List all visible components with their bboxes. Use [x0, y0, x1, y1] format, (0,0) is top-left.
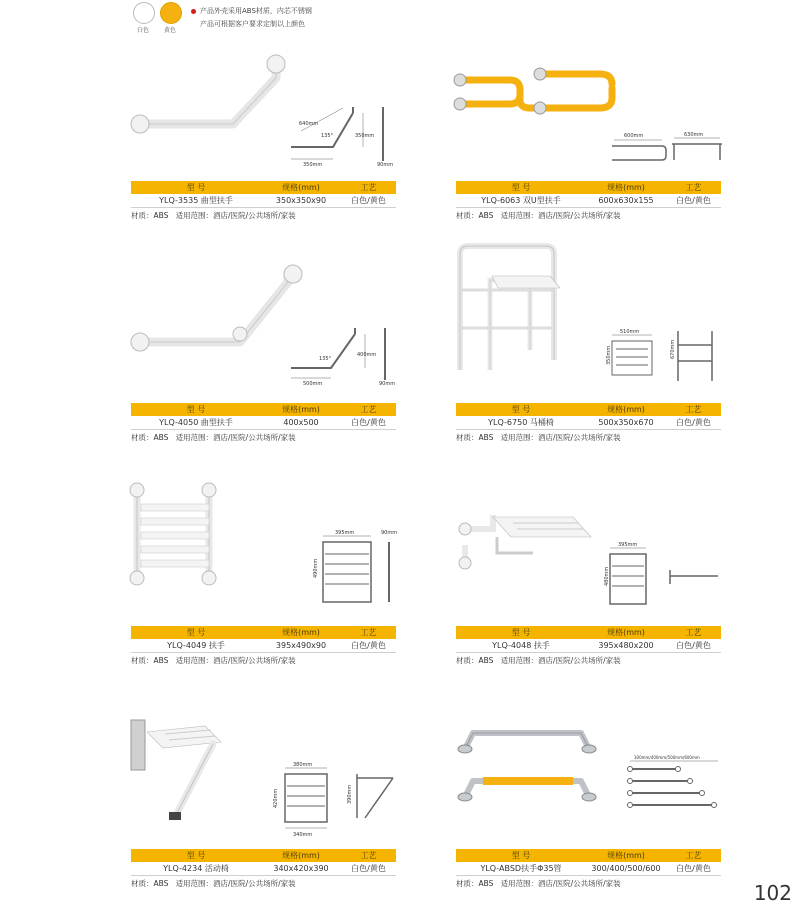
drawing-ylq-4234 — [265, 758, 405, 840]
dim-420: 420mm — [273, 788, 279, 808]
material-ylq-4050: 材质：ABS 适用范围：酒店/医院/公共场所/家装 — [131, 433, 296, 442]
spec-table-ylq-4050: 型 号 规格(mm) 工艺 YLQ-4050 曲型扶手 400x500 白色/黄色 — [131, 403, 396, 430]
dim-390: 390mm — [347, 784, 353, 804]
yellow-color-label: 黄色 — [164, 27, 177, 34]
spec-table-ylq-6063: 型 号 规格(mm) 工艺 YLQ-6063 双U型扶手 600x630x155 白色/黄色 — [456, 181, 721, 208]
spec-table-ylq-absd: 型 号 规格(mm) 工艺 YLQ-ABSD扶手Φ35管 300/400/500/600 白色/黄色 — [456, 849, 721, 876]
drawing-ylq-4049 — [305, 528, 405, 608]
spec-table-ylq-4234: 型 号 规格(mm) 工艺 YLQ-4234 活动椅 340x420x390 白色/黄色 — [131, 849, 396, 876]
spec: 600x630x155 — [598, 196, 654, 205]
page-number: 102 — [753, 881, 792, 905]
craft: 白色/黄色 — [676, 864, 711, 873]
white-color-label: 白色 — [137, 27, 150, 34]
material-ylq-absd: 材质：ABS 适用范围：酒店/医院/公共场所/家装 — [456, 879, 621, 888]
dim-400: 400mm — [357, 352, 377, 358]
dim-490: 490mm — [313, 558, 319, 578]
drawing-ylq-6750 — [600, 325, 725, 385]
material-ylq-3535: 材质：ABS 适用范围：酒店/医院/公共场所/家装 — [131, 211, 296, 220]
spec: 300/400/500/600 — [591, 864, 661, 873]
dim-350-h: 350mm — [303, 162, 323, 168]
model: YLQ-4049 扶手 — [167, 641, 225, 650]
material-ylq-6750: 材质：ABS 适用范围：酒店/医院/公共场所/家装 — [456, 433, 621, 442]
craft: 白色/黄色 — [351, 196, 386, 205]
dim-600: 600mm — [624, 133, 644, 139]
dim-395: 395mm — [618, 542, 638, 548]
spec-table-ylq-6750: 型 号 规格(mm) 工艺 YLQ-6750 马桶椅 500x350x670 白色/黄色 — [456, 403, 721, 430]
white-color-swatch — [133, 2, 155, 24]
dim-630: 630mm — [684, 132, 704, 138]
dim-380: 380mm — [293, 762, 313, 768]
dim-90: 90mm — [377, 162, 394, 168]
dim-640: 640mm — [299, 121, 319, 127]
product-photo-ylq-4049 — [125, 480, 220, 590]
note-line-2: 产品可根据客户要求定制以上颜色 — [200, 20, 305, 28]
yellow-color-swatch — [160, 2, 182, 24]
spec: 400x500 — [283, 418, 319, 427]
note-bullet-icon — [191, 9, 196, 14]
product-photo-ylq-4234 — [125, 712, 235, 827]
drawing-ylq-3535 — [283, 103, 398, 168]
model: YLQ-6750 马桶椅 — [488, 418, 554, 427]
model: YLQ-ABSD扶手Φ35管 — [480, 864, 562, 873]
model: YLQ-3535 曲型扶手 — [159, 196, 233, 205]
dim-500: 500mm — [303, 381, 323, 387]
drawing-ylq-6063 — [602, 130, 732, 170]
dim-angle: 135° — [321, 133, 334, 139]
dim-670: 670mm — [670, 339, 676, 359]
dim-340: 340mm — [293, 832, 313, 838]
spec: 500x350x670 — [598, 418, 654, 427]
model: YLQ-6063 双U型扶手 — [481, 196, 561, 205]
model: YLQ-4050 曲型扶手 — [159, 418, 233, 427]
product-photo-ylq-6063 — [450, 60, 630, 120]
product-photo-ylq-absd — [453, 725, 603, 810]
material-ylq-6063: 材质：ABS 适用范围：酒店/医院/公共场所/家装 — [456, 211, 621, 220]
product-photo-ylq-4048 — [453, 505, 603, 580]
craft: 白色/黄色 — [676, 418, 711, 427]
spec: 395x480x200 — [598, 641, 654, 650]
material-ylq-4234: 材质：ABS 适用范围：酒店/医院/公共场所/家装 — [131, 879, 296, 888]
drawing-ylq-4048 — [598, 540, 728, 610]
dim-480: 480mm — [604, 566, 610, 586]
spec: 395x490x90 — [275, 641, 327, 650]
dim-90: 90mm — [379, 381, 396, 387]
craft: 白色/黄色 — [676, 196, 711, 205]
note-line-1: 产品外壳采用ABS材质，内芯不锈钢 — [200, 7, 312, 15]
dim-350-v: 350mm — [355, 133, 375, 139]
spec: 340x420x390 — [273, 864, 329, 873]
material-ylq-4049: 材质：ABS 适用范围：酒店/医院/公共场所/家装 — [131, 656, 296, 665]
dim-lengths: 300mm/400mm/500mm/600mm — [634, 755, 700, 760]
drawing-ylq-absd — [620, 755, 730, 820]
dim-350: 350mm — [606, 345, 612, 365]
model: YLQ-4234 活动椅 — [163, 864, 229, 873]
dim-angle: 135° — [319, 356, 332, 362]
dim-90: 90mm — [381, 530, 398, 536]
spec: 350x350x90 — [275, 196, 327, 205]
spec-table-ylq-4049: 型 号 规格(mm) 工艺 YLQ-4049 扶手 395x490x90 白色/黄色 — [131, 626, 396, 653]
drawing-ylq-4050 — [283, 322, 398, 387]
spec-table-ylq-4048: 型 号 规格(mm) 工艺 YLQ-4048 扶手 395x480x200 白色/黄色 — [456, 626, 721, 653]
product-photo-ylq-4050 — [128, 262, 308, 357]
craft: 白色/黄色 — [676, 641, 711, 650]
dim-395: 395mm — [335, 530, 355, 536]
model: YLQ-4048 扶手 — [492, 641, 550, 650]
spec-table-ylq-3535: 型 号 规格(mm) 工艺 YLQ-3535 曲型扶手 350x350x90 白色/黄色 — [131, 181, 396, 208]
material-ylq-4048: 材质：ABS 适用范围：酒店/医院/公共场所/家装 — [456, 656, 621, 665]
dim-510: 510mm — [620, 329, 640, 335]
product-photo-ylq-6750 — [450, 240, 565, 375]
product-photo-ylq-3535 — [128, 50, 298, 140]
craft: 白色/黄色 — [351, 641, 386, 650]
craft: 白色/黄色 — [351, 864, 386, 873]
craft: 白色/黄色 — [351, 418, 386, 427]
